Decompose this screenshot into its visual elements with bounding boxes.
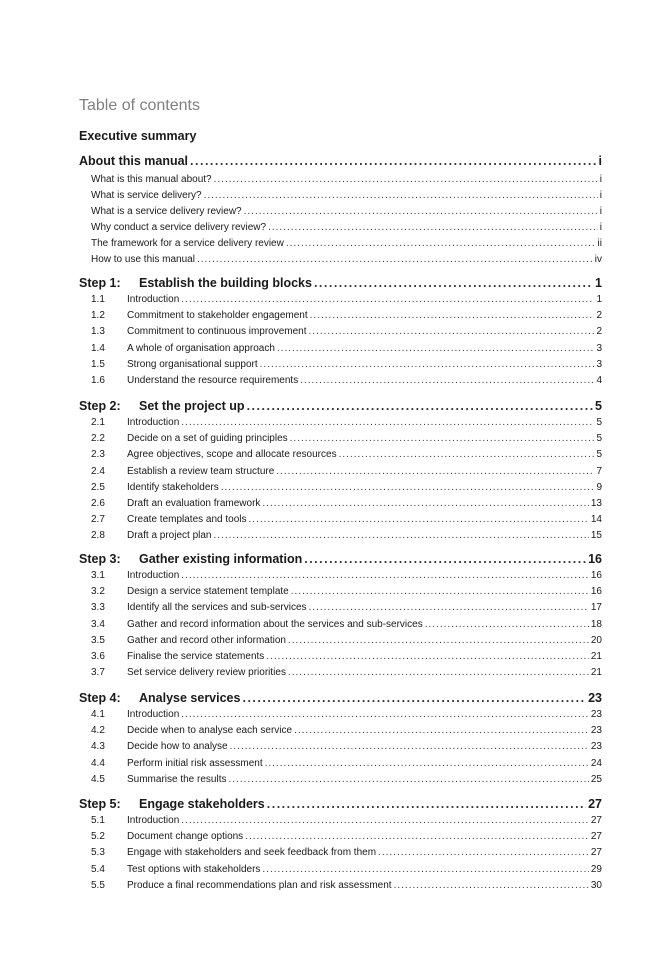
toc-entry-number: 3.7 [91,667,105,678]
toc-leader-dots [288,635,589,646]
toc-entry-number: 1.5 [91,359,105,370]
toc-entry-number: 1.4 [91,343,105,354]
toc-leader-dots [181,570,589,581]
toc-entry-label: What is this manual about? [91,174,212,185]
toc-subentry[interactable] [91,651,602,662]
toc-leader-dots [277,343,595,354]
toc-page-number: 5 [595,399,602,413]
toc-entry-number: 5.5 [91,880,105,891]
toc-page-number: 15 [590,530,602,541]
toc-subentry[interactable] [91,359,602,370]
toc-entry-number: 3.4 [91,619,105,630]
toc-page-number: 16 [590,570,602,581]
toc-leader-dots [268,222,598,233]
toc-page-number: 27 [590,831,602,842]
toc-leader-dots [190,154,596,168]
toc-page-number: 14 [590,514,602,525]
toc-leader-dots [309,602,589,613]
toc-subentry[interactable] [91,238,602,249]
toc-entry-label: What is service delivery? [91,190,202,201]
toc-entry-number: Step 3: [79,552,121,566]
toc-subentry[interactable] [91,774,602,785]
toc-entry-number: 1.6 [91,375,105,386]
toc-page-number: 2 [596,326,602,337]
toc-leader-dots [304,552,586,566]
toc-subentry[interactable] [91,815,602,826]
toc-leader-dots [300,375,594,386]
toc-subentry[interactable] [91,602,602,613]
toc-entry-label: Gather and record information about the services and sub-services [127,619,423,630]
toc-page-number: 23 [590,741,602,752]
toc-page-number: 27 [590,847,602,858]
toc-leader-dots [262,498,588,509]
toc-leader-dots [181,294,594,305]
toc-page-number: 16 [590,586,602,597]
toc-leader-dots [181,815,589,826]
toc-entry-label: Engage stakeholders [139,797,265,811]
toc-page-number: iv [594,254,602,265]
toc-entry-number: 3.5 [91,635,105,646]
toc-entry-label: Perform initial risk assessment [127,758,263,769]
toc-step-heading[interactable] [79,552,602,566]
toc-page-number: 30 [590,880,602,891]
toc-page-number: i [599,222,602,233]
toc-leader-dots [378,847,589,858]
toc-leader-dots [247,399,593,413]
toc-page-number: 2 [596,310,602,321]
toc-entry-number: Step 2: [79,399,121,413]
toc-entry-label: Finalise the service statements [127,651,265,662]
toc-page-number: 7 [596,466,602,477]
toc-page-number: i [599,174,602,185]
toc-subentry[interactable] [91,190,602,201]
toc-entry-label: About this manual [79,154,189,168]
toc-entry-about[interactable] [79,154,602,168]
toc-subentry[interactable] [91,864,602,875]
toc-leader-dots [181,709,589,720]
toc-entry-label: Introduction [127,570,180,581]
toc-leader-dots [290,433,595,444]
toc-leader-dots [242,691,586,705]
toc-leader-dots [214,530,589,541]
toc-leader-dots [276,466,594,477]
toc-leader-dots [294,725,589,736]
toc-title: Table of contents [79,97,200,114]
toc-entry-number: 1.3 [91,326,105,337]
toc-entry-label: What is a service delivery review? [91,206,242,217]
toc-entry-number: 2.5 [91,482,105,493]
toc-entry-number: Step 5: [79,797,121,811]
toc-page-number: 18 [590,619,602,630]
toc-subentry[interactable] [91,847,602,858]
toc-entry-label: Analyse services [139,691,241,705]
toc-leader-dots [309,326,595,337]
toc-entry-number: 4.2 [91,725,105,736]
toc-leader-dots [204,190,598,201]
toc-subentry[interactable] [91,758,602,769]
toc-subentry[interactable] [91,326,602,337]
toc-page-number: 21 [590,667,602,678]
toc-subentry[interactable] [91,294,602,305]
toc-entry-label: Introduction [127,815,180,826]
toc-page-number: 17 [590,602,602,613]
toc-subentry[interactable] [91,570,602,581]
toc-leader-dots [260,359,595,370]
toc-subentry[interactable] [91,667,602,678]
toc-page-number: i [599,206,602,217]
toc-entry-label: Create templates and tools [127,514,247,525]
toc-leader-dots [249,514,589,525]
toc-leader-dots [339,449,595,460]
toc-subentry[interactable] [91,586,602,597]
toc-leader-dots [267,797,586,811]
toc-subentry[interactable] [91,433,602,444]
toc-page-number: 5 [596,417,602,428]
toc-page-number: 1 [596,294,602,305]
toc-subentry[interactable] [91,482,602,493]
toc-leader-dots [214,174,598,185]
toc-entry-label: Strong organisational support [127,359,258,370]
toc-step-heading[interactable] [79,797,602,811]
toc-entry-label: Why conduct a service delivery review? [91,222,267,233]
toc-subentry[interactable] [91,741,602,752]
toc-page-number: 24 [590,758,602,769]
toc-page-number: 20 [590,635,602,646]
toc-entry-number: 5.1 [91,815,105,826]
toc-page-number: i [598,154,602,168]
toc-page-number: 3 [596,359,602,370]
toc-page-number: 25 [590,774,602,785]
toc-entry-label: Introduction [127,709,180,720]
toc-subentry[interactable] [91,725,602,736]
toc-page-number: 27 [588,797,602,811]
toc-subentry[interactable] [91,880,602,891]
toc-entry-label: How to use this manual [91,254,195,265]
toc-subentry[interactable] [91,831,602,842]
toc-page-number: 21 [590,651,602,662]
toc-entry-number: 3.6 [91,651,105,662]
toc-subentry[interactable] [91,619,602,630]
toc-page-number: 1 [595,276,602,290]
toc-entry-number: 4.4 [91,758,105,769]
toc-leader-dots [288,667,589,678]
toc-page-number: 4 [596,375,602,386]
toc-entry-number: Step 4: [79,691,121,705]
toc-leader-dots [286,238,596,249]
toc-entry-number: 2.8 [91,530,105,541]
toc-entry-label: Draft an evaluation framework [127,498,261,509]
toc-page-number: 23 [588,691,602,705]
toc-page-number: 3 [596,343,602,354]
toc-entry-label: Summarise the results [127,774,227,785]
toc-leader-dots [310,310,595,321]
toc-entry-label: Commitment to continuous improvement [127,326,307,337]
toc-page-number: 27 [590,815,602,826]
toc-leader-dots [425,619,589,630]
toc-page-number: 23 [590,725,602,736]
toc-entry-label: Produce a final recommendations plan and risk assessment [127,880,392,891]
toc-entry-number: 2.4 [91,466,105,477]
toc-subentry[interactable] [91,174,602,185]
toc-entry-label: Gather and record other information [127,635,286,646]
toc-page-number: 13 [590,498,602,509]
toc-leader-dots [244,206,598,217]
toc-entry-label: Draft a project plan [127,530,212,541]
toc-subentry[interactable] [91,466,602,477]
toc-entry-label: Engage with stakeholders and seek feedback from them [127,847,377,858]
toc-entry-number: 2.3 [91,449,105,460]
toc-leader-dots [228,774,588,785]
toc-subentry[interactable] [91,254,602,265]
toc-page-number: 23 [590,709,602,720]
toc-entry-label: A whole of organisation approach [127,343,275,354]
toc-entry-number: 4.1 [91,709,105,720]
toc-subentry[interactable] [91,635,602,646]
toc-page-number: 5 [596,449,602,460]
toc-page-number: 9 [596,482,602,493]
toc-entry-number: 4.5 [91,774,105,785]
toc-subentry[interactable] [91,514,602,525]
toc-entry-number: 4.3 [91,741,105,752]
toc-entry-label: Design a service statement template [127,586,289,597]
toc-entry-label: Agree objectives, scope and allocate resources [127,449,337,460]
toc-entry-number: 2.6 [91,498,105,509]
toc-entry-label: Establish the building blocks [139,276,312,290]
toc-subentry[interactable] [91,222,602,233]
toc-entry-label: Decide on a set of guiding principles [127,433,288,444]
toc-page-number: ii [597,238,602,249]
toc-page-number: 5 [596,433,602,444]
toc-step-heading[interactable] [79,276,602,290]
toc-entry-label: Decide how to analyse [127,741,228,752]
toc-subentry[interactable] [91,709,602,720]
toc-entry-number: 3.3 [91,602,105,613]
toc-entry-label: Introduction [127,294,180,305]
toc-entry-label: Commitment to stakeholder engagement [127,310,308,321]
toc-subentry[interactable] [91,530,602,541]
toc-subentry[interactable] [91,417,602,428]
toc-entry-number: 5.2 [91,831,105,842]
toc-entry-number: 3.1 [91,570,105,581]
toc-leader-dots [197,254,593,265]
toc-step-heading[interactable] [79,691,602,705]
toc-page-number: 29 [590,864,602,875]
toc-entry-label: Introduction [127,417,180,428]
toc-step-heading[interactable] [79,399,602,413]
toc-leader-dots [314,276,593,290]
toc-entry-label: Gather existing information [139,552,303,566]
toc-entry-label: Document change options [127,831,244,842]
toc-leader-dots [265,758,589,769]
toc-entry-label: Establish a review team structure [127,466,275,477]
toc-entry-label: Understand the resource requirements [127,375,299,386]
toc-subentry[interactable] [91,375,602,386]
toc-entry-label: Identify all the services and sub-services [127,602,307,613]
toc-subentry[interactable] [91,206,602,217]
toc-entry-label: Test options with stakeholders [127,864,261,875]
toc-page-number: i [599,190,602,201]
toc-entry-label: Set service delivery review priorities [127,667,286,678]
toc-subentry[interactable] [91,343,602,354]
toc-leader-dots [245,831,589,842]
toc-entry-number: 3.2 [91,586,105,597]
toc-entry-number: 5.4 [91,864,105,875]
toc-entry-number: 2.1 [91,417,105,428]
toc-entry-number: 1.1 [91,294,105,305]
toc-entry-label: The framework for a service delivery review [91,238,284,249]
toc-entry-number: 2.7 [91,514,105,525]
toc-page-number: 16 [588,552,602,566]
toc-leader-dots [221,482,595,493]
toc-leader-dots [262,864,588,875]
toc-subentry[interactable] [91,310,602,321]
toc-subentry[interactable] [91,449,602,460]
toc-executive-summary[interactable]: Executive summary [79,129,197,143]
toc-entry-number: Step 1: [79,276,121,290]
toc-entry-label: Identify stakeholders [127,482,219,493]
toc-entry-label: Decide when to analyse each service [127,725,293,736]
toc-entry-number: 5.3 [91,847,105,858]
toc-entry-number: 2.2 [91,433,105,444]
toc-leader-dots [181,417,594,428]
toc-subentry[interactable] [91,498,602,509]
toc-entry-number: 1.2 [91,310,105,321]
toc-leader-dots [291,586,589,597]
toc-leader-dots [266,651,589,662]
toc-leader-dots [394,880,589,891]
toc-leader-dots [230,741,589,752]
toc-entry-label: Set the project up [139,399,245,413]
